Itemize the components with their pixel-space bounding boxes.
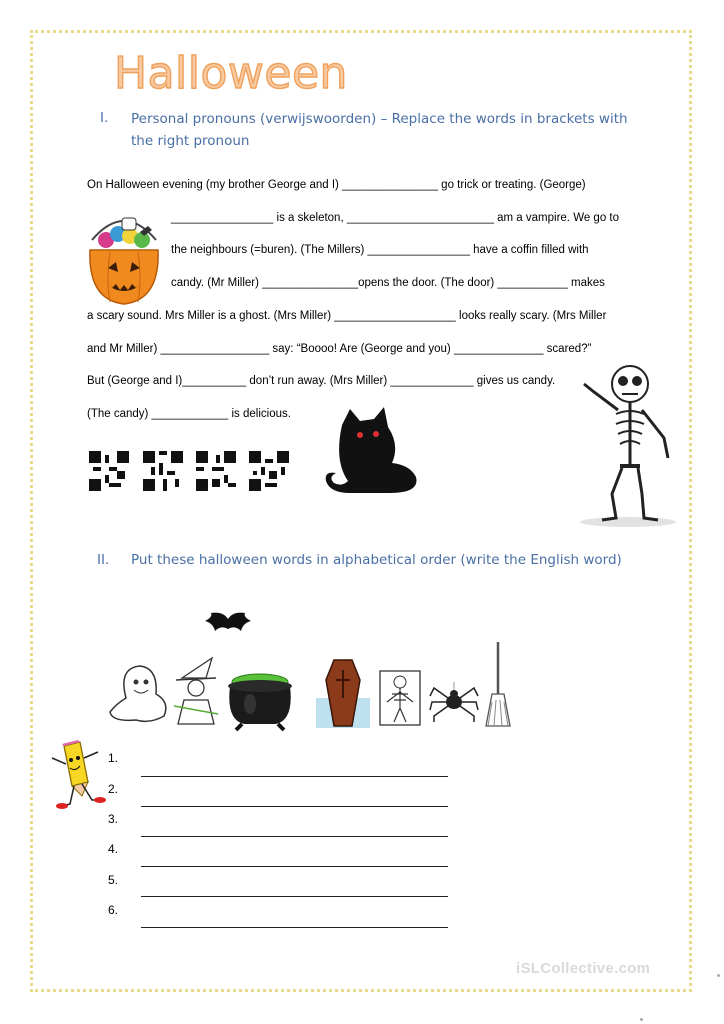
ghost-icon — [108, 658, 173, 726]
answer-line-6[interactable] — [141, 927, 448, 928]
exercise-line-2: ________________ is a skeleton, _______________________ am a vampire. We go to — [171, 212, 620, 224]
exercise-line-6: and Mr Miller) _________________ say: “Boooo! Are (George and you) ______________ scared?” — [87, 343, 592, 355]
bat-icon — [203, 607, 253, 637]
decorative-dot — [717, 974, 720, 977]
list-number-1: 1. — [108, 751, 119, 765]
list-number-3: 3. — [108, 812, 119, 826]
answer-line-2[interactable] — [141, 806, 448, 807]
exercise-line-5: a scary sound. Mrs Miller is a ghost. (Mrs Miller) ___________________ looks really scary. (Mrs Miller — [87, 310, 607, 322]
qr-code-1-icon — [89, 451, 129, 491]
page-title: Halloween — [114, 48, 348, 99]
pumpkin-candy-bucket-icon — [84, 210, 164, 306]
section-1-heading: Personal pronouns (verwijswoorden) – Replace the words in brackets with the right pronoun — [131, 111, 628, 149]
exercise-line-3: the neighbours (=buren). (The Millers) ________________ have a coffin filled with — [171, 244, 589, 256]
coffin-icon — [316, 658, 370, 728]
list-number-4: 4. — [108, 842, 119, 856]
skeleton-in-closet-icon — [379, 670, 421, 726]
broom-icon — [484, 640, 514, 728]
witch-icon — [172, 656, 220, 726]
list-number-5: 5. — [108, 873, 119, 887]
qr-code-3-icon — [196, 451, 236, 491]
section-2-heading: Put these halloween words in alphabetical order (write the English word) — [131, 552, 622, 568]
exercise-line-4: candy. (Mr Miller) _______________opens the door. (The door) ___________ makes — [171, 277, 605, 289]
exercise-line-7: But (George and I)__________ don’t run away. (Mrs Miller) _____________ gives us candy. — [87, 375, 556, 387]
answer-line-3[interactable] — [141, 836, 448, 837]
watermark: iSLCollective.com — [516, 960, 651, 977]
black-cat-icon — [320, 405, 422, 495]
list-number-6: 6. — [108, 903, 119, 917]
cauldron-icon — [222, 672, 298, 730]
spider-icon — [430, 682, 478, 724]
exercise-line-8: (The candy) ____________ is delicious. — [87, 408, 291, 420]
decorative-dot — [640, 1018, 643, 1021]
qr-code-2-icon — [143, 451, 183, 491]
pencil-character-icon — [44, 738, 102, 810]
exercise-line-1: On Halloween evening (my brother George and I) _______________ go trick or treating. (George) — [87, 179, 586, 191]
skeleton-icon — [572, 362, 684, 528]
qr-code-4-icon — [249, 451, 289, 491]
answer-line-5[interactable] — [141, 896, 448, 897]
list-number-2: 2. — [108, 782, 119, 796]
section-2-number: II. — [97, 552, 110, 568]
answer-line-1[interactable] — [141, 776, 448, 777]
section-1-number: I. — [100, 110, 109, 126]
answer-line-4[interactable] — [141, 866, 448, 867]
